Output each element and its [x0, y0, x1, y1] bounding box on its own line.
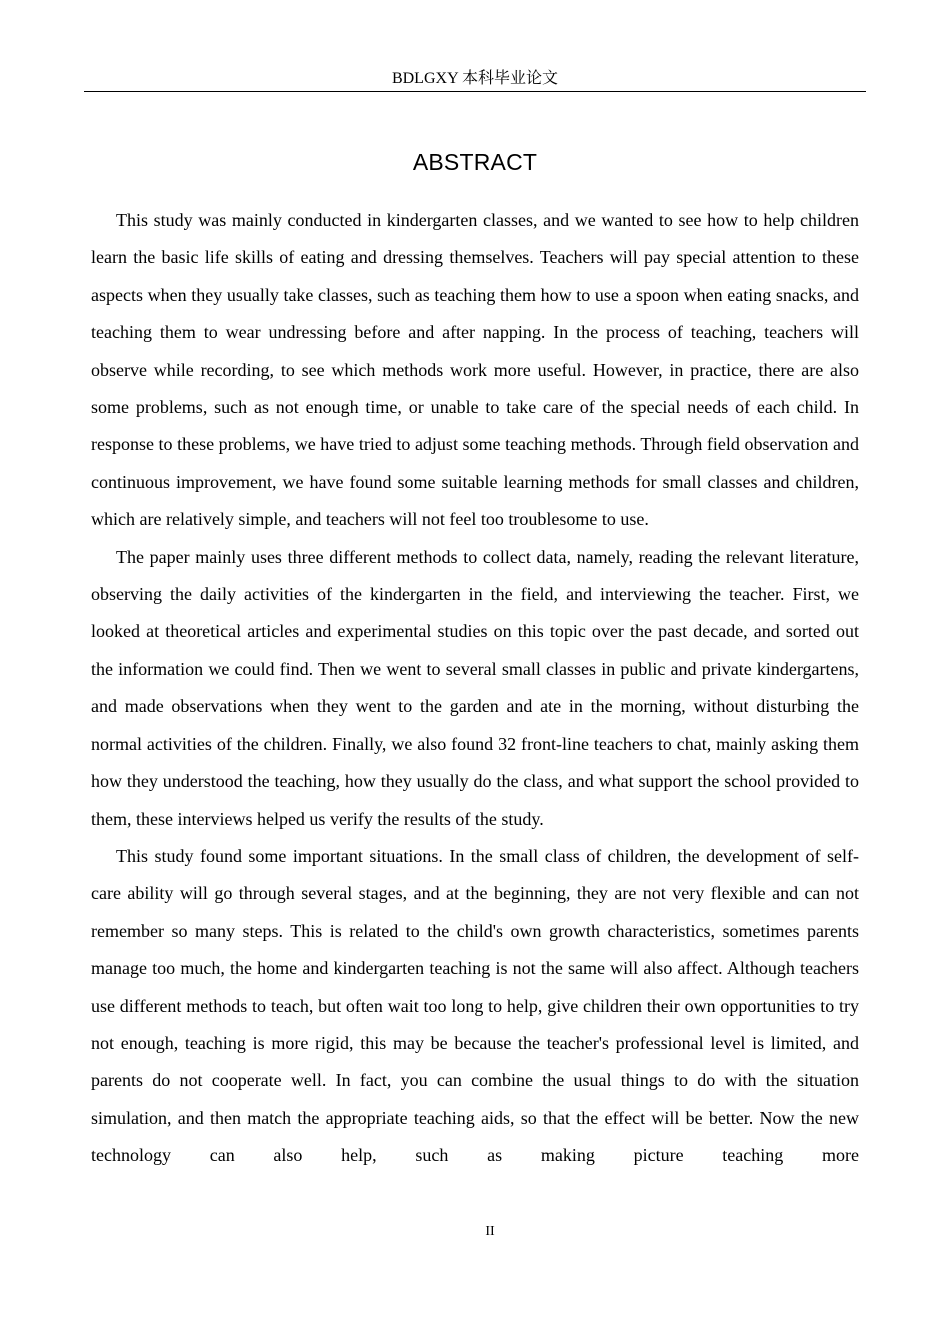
abstract-body — [91, 202, 859, 1175]
page-number: II — [485, 1224, 495, 1239]
header-divider — [84, 91, 866, 92]
abstract-paragraph-1: This study was mainly conducted in kindergarten classes, and we wanted to see how to help children learn the basic life skills of eating and dressing themselves. Teachers will pay special attention to these aspects when they usually take classes, such as teaching them how to use a spoon when eating snacks, and teaching them to wear undressing before and after napping. In the process of teaching, teachers will observe while recording, to see which methods work more useful. However, in practice, there are also some problems, such as not enough time, or unable to take care of the special needs of each child. In response to these problems, we have tried to adjust some teaching methods. Through field observation and continuous improvement, we have found some suitable learning methods for small classes and children, which are relatively simple, and teachers will not feel too troublesome to use. — [91, 210, 859, 530]
abstract-paragraph-2: The paper mainly uses three different methods to collect data, namely, reading the relevant literature, observing the daily activities of the kindergarten in the field, and interviewing the teacher. First, we looked at theoretical articles and experimental studies on this topic over the past decade, and sorted out the information we could find. Then we went to several small classes in public and private kindergartens, and made observations when they went to the garden and ate in the morning, without disturbing the normal activities of the children. Finally, we also found 32 front-line teachers to chat, mainly asking them how they understood the teaching, how they usually do the class, and what support the school provided to them, these interviews helped us verify the results of the study. — [91, 546, 859, 829]
page-header: BDLGXY 本科毕业论文 — [391, 70, 559, 87]
abstract-title: ABSTRACT — [412, 149, 538, 175]
abstract-paragraph-3: This study found some important situations. In the small class of children, the development of self-care ability will go through several stages, and at the beginning, they are not very flexible and can not remember so many steps. This is related to the child's own growth characteristics, sometimes parents manage too much, the home and kindergarten teaching is not the same will also affect. Although teachers use different methods to teach, but often wait too long to help, give children their own opportunities to try not enough, teaching is more rigid, this may be because the teacher's professional level is limited, and parents do not cooperate well. In fact, you can combine the usual things to do with the situation simulation, and then match the appropriate teaching aids, so that the effect will be better. Now the new technology can also help, such as making picture teaching more — [91, 845, 859, 1166]
